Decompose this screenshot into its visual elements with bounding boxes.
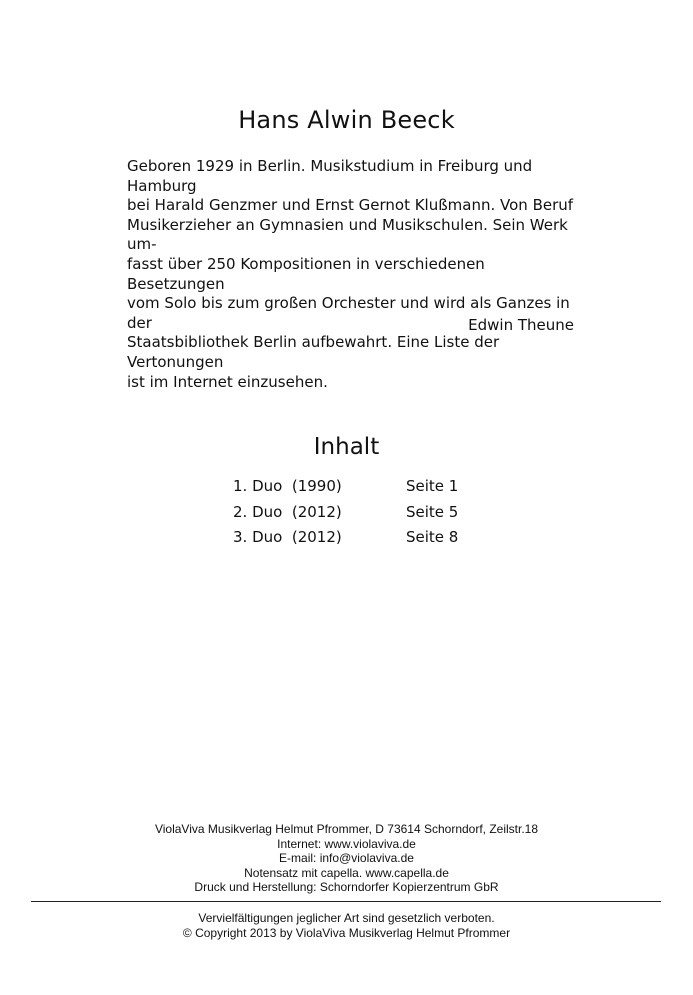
contents-row — [233, 528, 473, 554]
imprint-email: E-mail: info@violaviva.de — [279, 851, 414, 866]
imprint-publisher: ViolaViva Musikverlag Helmut Pfrommer, D 73614 Schorndorf, Zeilstr.18 — [154, 822, 539, 836]
legal-reproduction-notice: Vervielfältigungen jeglicher Art sind gesetzlich verboten. — [198, 911, 495, 925]
contents-page-number: Seite 1 — [406, 477, 459, 495]
composer-name: Hans Alwin Beeck — [238, 106, 455, 134]
imprint-printing: Druck und Herstellung: Schorndorfer Kopierzentrum GbR — [194, 880, 499, 895]
imprint-internet: Internet: www.violaviva.de — [277, 836, 416, 851]
biography-author: Edwin Theune — [468, 316, 574, 334]
footer-divider — [31, 901, 661, 902]
contents-title: Inhalt — [313, 434, 380, 460]
imprint — [0, 822, 693, 895]
contents-row — [233, 503, 473, 529]
contents-page-number: Seite 5 — [406, 502, 459, 521]
biography-text: Geboren 1929 in Berlin. Musikstudium in Freiburg und Hamburg bei Harald Genzmer und Ernst Gernot Klußmann. Von Beruf Musikerzieher an Gymnasien und Musikschulen. Sein Werk um- fasst über 250 Kompositionen in verschiedenen Besetzungen vom Solo bis zum großen Orchester und wird als Ganzes in der Staatsbibliothek Berlin aufbewahrt. Eine Liste der Vertonungen ist im Internet einzusehen. — [127, 157, 574, 391]
contents-list — [233, 477, 473, 554]
contents-entry: 2. Duo (2012) — [233, 502, 342, 521]
contents-entry: 1. Duo (1990) — [233, 477, 342, 495]
legal-notice — [0, 911, 693, 940]
contents-row — [233, 477, 473, 503]
contents-page-number: Seite 8 — [406, 528, 459, 546]
legal-copyright: © Copyright 2013 by ViolaViva Musikverlag Helmut Pfrommer — [182, 925, 511, 940]
imprint-typesetting: Notensatz mit capella. www.capella.de — [244, 865, 449, 880]
contents-entry: 3. Duo (2012) — [233, 528, 342, 546]
